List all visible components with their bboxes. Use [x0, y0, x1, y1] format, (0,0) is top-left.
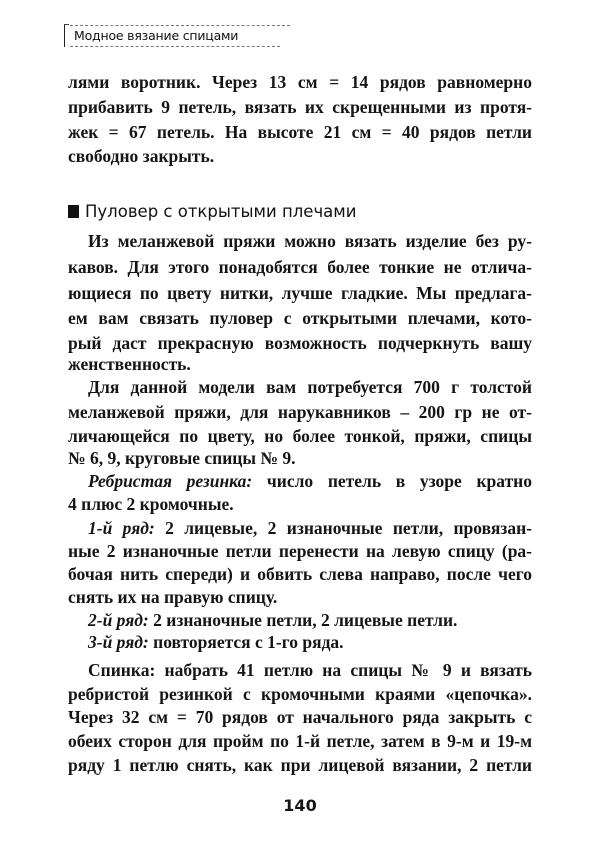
line-text: ные 2 изнаночные петли перенести на левую спицу (ра-: [68, 541, 532, 561]
line-text: обеих сторон для пройм по 1-й петле, затем в 9-м и 19-м: [68, 731, 532, 751]
running-head-title: Модное вязание спицами: [74, 28, 239, 43]
text-line: [68, 72, 532, 92]
line-text: повторяется с 1-го ряда.: [148, 632, 344, 652]
text-line: [68, 354, 532, 374]
text-line: [88, 518, 532, 538]
line-text: личающейся по цвету, но более тонкой, пряжи, спицы: [68, 426, 532, 446]
text-line: [88, 471, 532, 491]
running-head-rule-top: [70, 25, 290, 26]
text-line: [68, 684, 532, 704]
text-line: [68, 97, 532, 117]
text-line: [68, 494, 532, 514]
line-text: свободно закрыть.: [68, 146, 215, 166]
text-line: [88, 231, 532, 251]
line-text: Для данной модели вам потребуется 700 г толстой: [88, 377, 532, 397]
line-text: набрать 41 петлю на спицы № 9 и вязать: [155, 660, 532, 680]
line-text: бочая нить спереди) и обвить слева направо, после чего: [68, 564, 532, 584]
text-line: [68, 283, 532, 303]
line-text: Через 32 см = 70 рядов от начального ряда закрыть с: [68, 707, 532, 727]
text-line: [68, 755, 532, 775]
line-text: 2 лицевые, 2 изнаночные петли, провязан-: [154, 518, 532, 538]
text-line: [68, 426, 532, 446]
running-head: [64, 22, 282, 48]
line-text: ем вам связать пуловер с открытыми плечами, кото-: [68, 308, 532, 328]
line-text: кавов. Для этого понадобятся более тонкие не отлича-: [68, 257, 532, 277]
text-line: [68, 564, 532, 584]
line-text: прибавить 9 петель, вязать их скрещенными из протя-: [68, 97, 532, 117]
text-line: [68, 257, 532, 277]
section-title: Пуловер с открытыми плечами: [85, 202, 357, 221]
running-head-bracket: [64, 24, 69, 47]
line-text: № 6, 9, круговые спицы № 9.: [68, 448, 296, 468]
text-line: [68, 731, 532, 751]
line-text: 2 изнаночные петли, 2 лицевые петли.: [148, 610, 458, 630]
text-line: [88, 377, 532, 397]
run-in-heading: Спинка:: [88, 660, 156, 680]
section-heading: [68, 202, 356, 221]
run-in-heading: Ребристая резинка:: [88, 471, 253, 491]
line-text: ряду 1 петлю снять, как при лицевой вязании, 2 петли: [68, 755, 532, 775]
run-in-heading: 3-й ряд:: [88, 632, 149, 652]
text-line: [68, 146, 532, 166]
text-line: [68, 122, 532, 142]
text-line: [68, 333, 532, 353]
line-text: снять их на правую спицу.: [68, 587, 278, 607]
line-text: ющиеся по цвету нитки, лучше гладкие. Мы предлага-: [68, 283, 532, 303]
text-line: [68, 587, 532, 607]
line-text: рый даст прекрасную возможность подчеркнуть вашу: [68, 333, 532, 353]
line-text: лями воротник. Через 13 см = 14 рядов равномерно: [68, 72, 532, 92]
text-line: [88, 610, 532, 630]
page-number: 140: [283, 796, 317, 815]
line-text: женственность.: [68, 354, 191, 374]
text-line: [88, 660, 532, 680]
text-line: [88, 632, 532, 652]
line-text: число петель в узоре кратно: [252, 471, 533, 491]
run-in-heading: 2-й ряд:: [88, 610, 149, 630]
text-line: [68, 541, 532, 561]
running-head-rule-bottom: [70, 46, 280, 47]
line-text: Из меланжевой пряжи можно вязать изделие без ру-: [88, 231, 532, 251]
text-line: [68, 402, 532, 422]
square-bullet-icon: [68, 205, 79, 218]
line-text: жек = 67 петель. На высоте 21 см = 40 рядов петли: [68, 122, 532, 142]
text-line: [68, 308, 532, 328]
text-line: [68, 448, 532, 468]
line-text: ребристой резинкой с кромочными краями «цепочка».: [68, 684, 532, 704]
text-line: [68, 707, 532, 727]
run-in-heading: 1-й ряд:: [88, 518, 155, 538]
line-text: 4 плюс 2 кромочные.: [68, 494, 234, 514]
line-text: меланжевой пряжи, для нарукавников – 200 гр не от-: [68, 402, 532, 422]
